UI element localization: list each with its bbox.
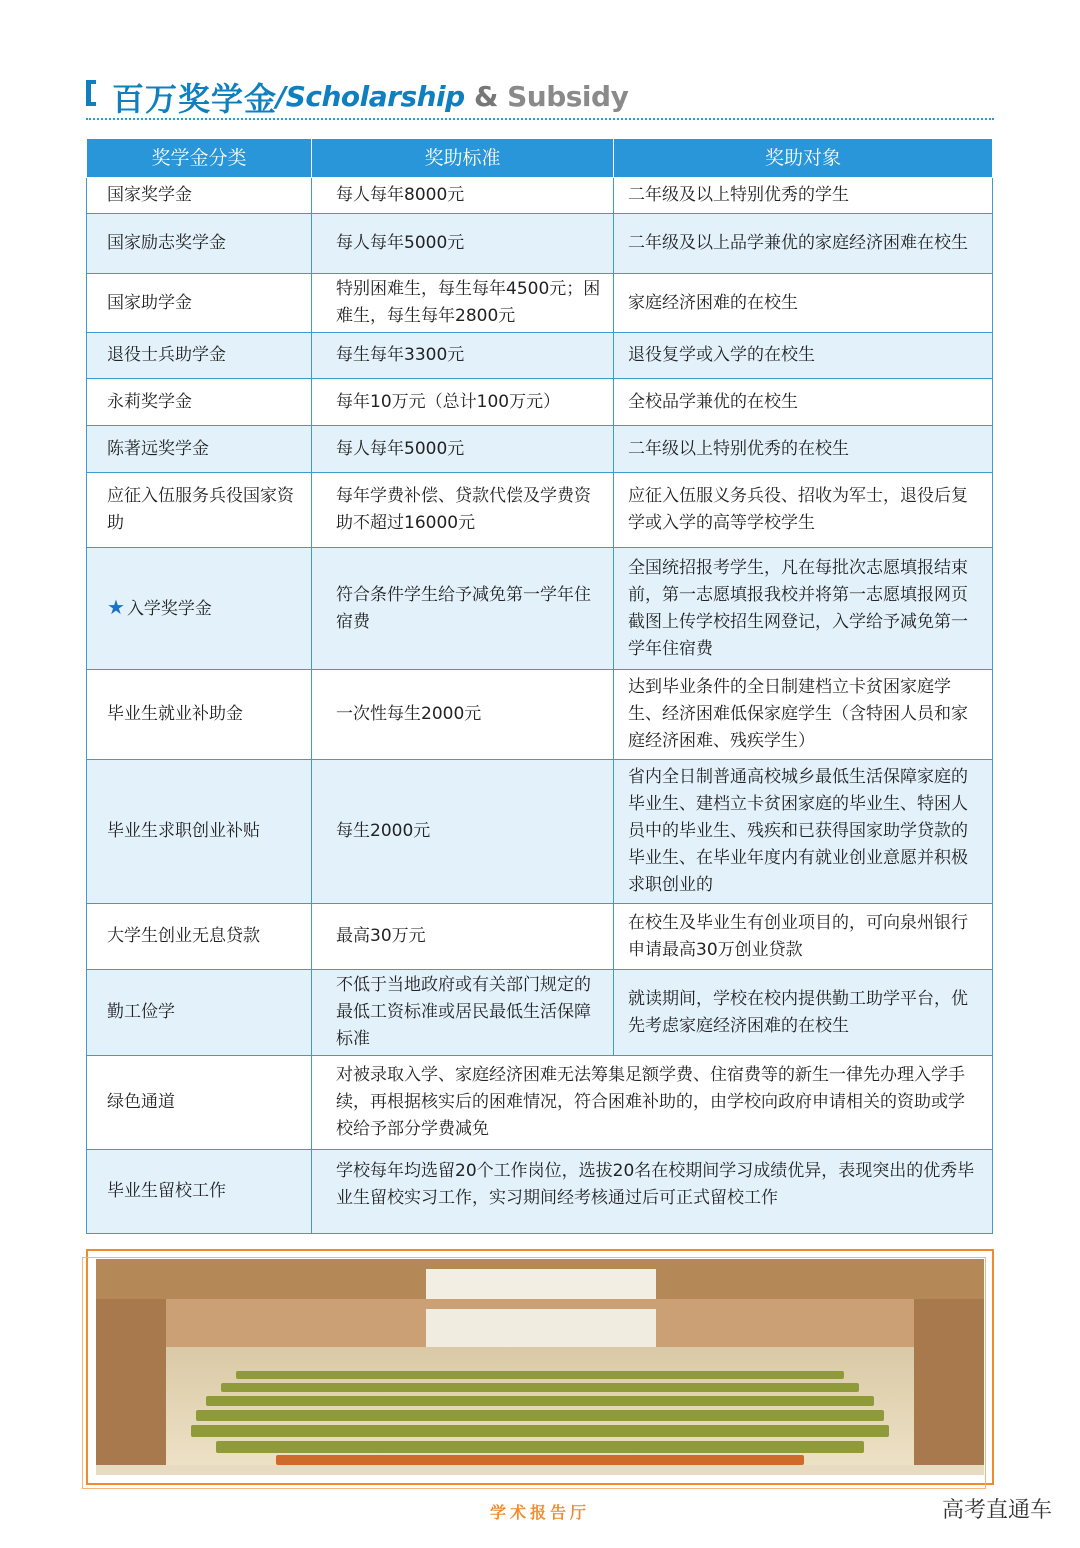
row-name-cell [87,548,312,670]
photo-caption: 学术报告厅 [489,1503,590,1522]
header-standard: 奖助标准 [312,139,614,178]
row-target: 二年级及以上品学兼优的家庭经济困难在校生 [614,214,993,274]
table-row [87,1150,993,1234]
table-row [87,970,993,1056]
table-row [87,426,993,473]
row-name: 国家奖学金 [87,178,312,214]
table-row [87,760,993,904]
row-standard: 每人每年8000元 [312,178,614,214]
row-merged-content: 学校每年均选留20个工作岗位，选拔20名在校期间学习成绩优异，表现突出的优秀毕业生留校实习工作，实习期间经考核通过后可正式留校工作 [312,1150,993,1234]
auditorium-photo [96,1259,984,1475]
row-name: 国家助学金 [87,274,312,333]
row-standard: 符合条件学生给予减免第一学年住宿费 [312,548,614,670]
watermark: 高考直通车 [941,1498,1052,1523]
table-row [87,670,993,760]
row-target: 全国统招报考学生，凡在每批次志愿填报结束前，第一志愿填报我校并将第一志愿填报网页截图上传学校招生网登记，入学给予减免第一学年住宿费 [614,548,993,670]
header-target: 奖助对象 [614,139,993,178]
row-standard: 一次性每生2000元 [312,670,614,760]
table-row [87,333,993,379]
row-target: 省内全日制普通高校城乡最低生活保障家庭的毕业生、建档立卡贫困家庭的毕业生、特困人员中的毕业生、残疾和已获得国家助学贷款的毕业生、在毕业年度内有就业创业意愿并积极求职创业的 [614,760,993,904]
row-standard: 最高30万元 [312,904,614,970]
scholarship-table [86,139,993,1234]
table-row [87,548,993,670]
star-icon: ★ [107,595,125,619]
row-standard: 特别困难生，每生每年4500元；困难生，每生每年2800元 [312,274,614,333]
row-name: 应征入伍服务兵役国家资助 [87,473,312,548]
row-target: 就读期间，学校在校内提供勤工助学平台，优先考虑家庭经济困难的在校生 [614,970,993,1056]
row-standard: 每年10万元（总计100万元） [312,379,614,426]
row-name: 入学奖学金 [126,599,212,619]
row-name: 毕业生就业补助金 [87,670,312,760]
row-target: 二年级以上特别优秀的在校生 [614,426,993,473]
row-name: 国家励志奖学金 [87,214,312,274]
row-name: 勤工俭学 [87,970,312,1056]
table-row [87,1056,993,1150]
row-name: 大学生创业无息贷款 [87,904,312,970]
title-cn: 百万奖学金 [112,80,278,118]
row-name: 陈著远奖学金 [87,426,312,473]
row-merged-content: 对被录取入学、家庭经济困难无法筹集足额学费、住宿费等的新生一律先办理入学手续，再根据核实后的困难情况，符合困难补助的，由学校向政府申请相关的资助或学校给予部分学费减免 [312,1056,993,1150]
table-row [87,274,993,333]
dotted-divider [86,118,994,120]
row-standard: 每人每年5000元 [312,214,614,274]
table-row [87,379,993,426]
row-target: 应征入伍服义务兵役、招收为军士，退役后复学或入学的高等学校学生 [614,473,993,548]
table-row [87,178,993,214]
title-en-amp: & [473,80,498,113]
row-name: 毕业生求职创业补贴 [87,760,312,904]
row-target: 退役复学或入学的在校生 [614,333,993,379]
title-en-subsidy: Subsidy [507,80,629,113]
row-name: 毕业生留校工作 [87,1150,312,1234]
auditorium-illustration [96,1259,984,1475]
row-target: 在校生及毕业生有创业项目的，可向泉州银行申请最高30万创业贷款 [614,904,993,970]
row-standard: 不低于当地政府或有关部门规定的最低工资标准或居民最低生活保障标准 [312,970,614,1056]
row-name: 绿色通道 [87,1056,312,1150]
row-standard: 每生每年3300元 [312,333,614,379]
auditorium-photo-frame [86,1249,994,1485]
row-target: 二年级及以上特别优秀的学生 [614,178,993,214]
table-row [87,473,993,548]
row-target: 达到毕业条件的全日制建档立卡贫困家庭学生、经济困难低保家庭学生（含特困人员和家庭经济困难、残疾学生） [614,670,993,760]
title-en [276,80,628,113]
row-target: 家庭经济困难的在校生 [614,274,993,333]
title-en-scholarship: /Scholarship [276,80,465,113]
page-header [86,70,996,118]
row-standard: 每生2000元 [312,760,614,904]
row-standard: 每人每年5000元 [312,426,614,473]
row-name: 永莉奖学金 [87,379,312,426]
row-name: 退役士兵助学金 [87,333,312,379]
table-row [87,214,993,274]
bracket-mark [86,80,96,106]
row-standard: 每年学费补偿、贷款代偿及学费资助不超过16000元 [312,473,614,548]
table-row [87,904,993,970]
header-category: 奖学金分类 [87,139,312,178]
row-target: 全校品学兼优的在校生 [614,379,993,426]
table-header-row [87,139,993,178]
